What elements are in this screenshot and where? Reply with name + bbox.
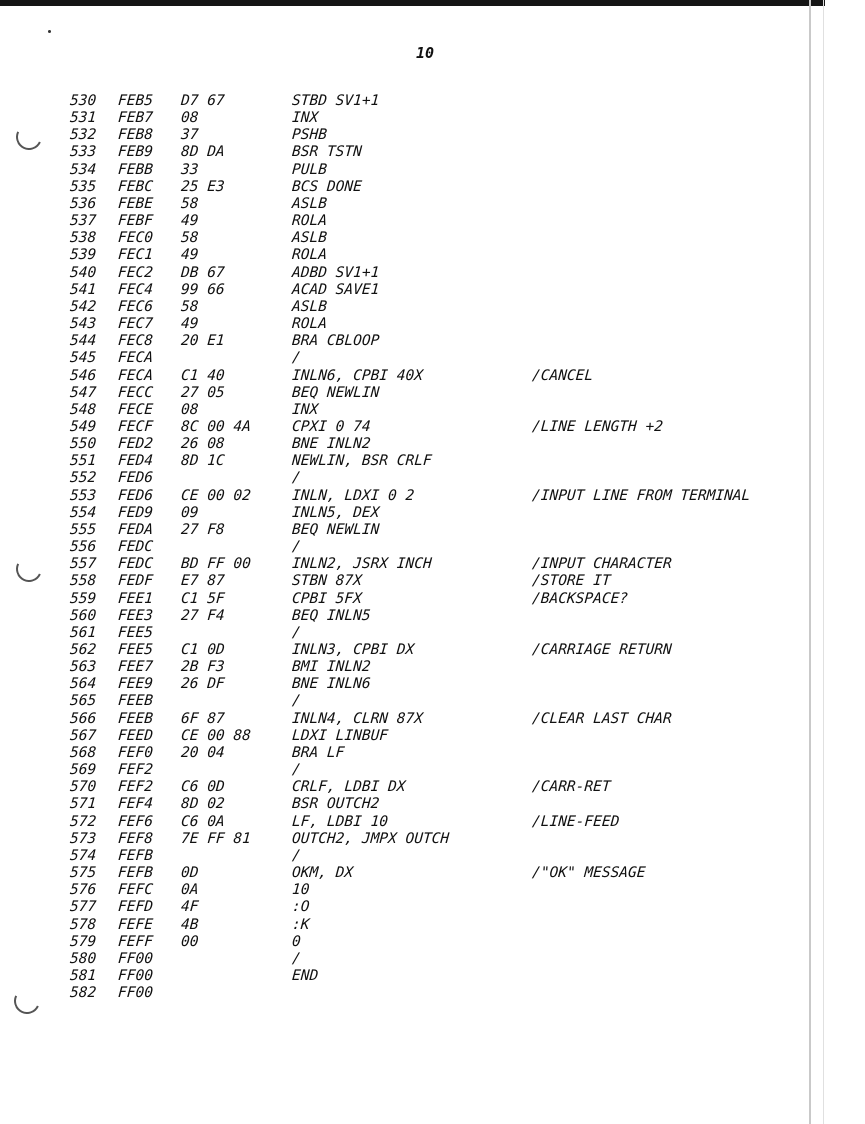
source-statement: 10: [291, 882, 311, 899]
source-statement: ROLA: [291, 316, 328, 333]
source-statement: PSHB: [291, 127, 328, 144]
listing-row: [0, 728, 865, 745]
line-number: 581: [69, 967, 97, 984]
line-number: 545: [69, 350, 97, 367]
source-statement: :K: [291, 916, 311, 933]
listing-row: [0, 985, 865, 1002]
source-statement: BMI INLN2: [291, 659, 372, 676]
listing-row: [0, 282, 865, 299]
address: FEE9: [117, 676, 154, 693]
source-statement: ASLB: [291, 195, 328, 212]
source-statement: INLN3, CPBI DX: [291, 642, 415, 658]
source-statement: ASLB: [291, 230, 328, 247]
source-statement: CPXI 0 74: [291, 418, 372, 435]
line-number: 571: [69, 796, 97, 813]
line-number: 564: [69, 676, 97, 693]
source-statement: INLN6, CPBI 40X: [291, 367, 424, 384]
listing-row: [0, 934, 865, 951]
source-statement: BRA CBLOOP: [291, 333, 380, 350]
line-number: 579: [69, 933, 97, 950]
address: FED9: [117, 504, 154, 521]
source-statement: :O: [291, 899, 311, 916]
comment: /CARRIAGE RETURN: [531, 642, 673, 658]
object-code: 08: [180, 110, 200, 127]
address: FEDA: [117, 521, 154, 538]
source-statement: BRA LF: [291, 744, 345, 761]
line-number: 534: [69, 161, 97, 178]
address: FEC7: [117, 316, 154, 333]
source-statement: NEWLIN, BSR CRLF: [291, 453, 433, 470]
listing-row: [0, 230, 865, 247]
listing-row: [0, 539, 865, 556]
address: FED4: [117, 453, 154, 470]
line-number: 540: [69, 264, 97, 281]
source-statement: BNE INLN6: [291, 676, 372, 693]
line-number: 573: [69, 830, 97, 847]
address: FEDC: [117, 556, 154, 573]
address: FEC1: [117, 247, 154, 264]
listing-row: [0, 127, 865, 144]
source-statement: /: [291, 693, 302, 710]
source-statement: /: [291, 470, 302, 487]
object-code: 8D 02: [180, 796, 226, 813]
object-code: BD FF 00: [180, 556, 252, 573]
object-code: 27 F8: [180, 521, 226, 538]
source-statement: ROLA: [291, 247, 328, 264]
listing-row: [0, 213, 865, 230]
object-code: DB 67: [180, 264, 226, 281]
address: FED6: [117, 470, 154, 487]
source-statement: /: [291, 847, 302, 864]
address: FEFF: [117, 933, 154, 950]
listing-row: [0, 762, 865, 779]
line-number: 547: [69, 384, 97, 401]
address: FEF2: [117, 779, 154, 796]
listing-row: [0, 608, 865, 625]
address: FEFC: [117, 882, 154, 899]
line-number: 562: [69, 642, 97, 658]
comment: /CARR-RET: [531, 779, 612, 796]
object-code: 49: [180, 316, 200, 333]
line-number: 553: [69, 487, 97, 504]
object-code: 58: [180, 195, 200, 212]
scan-speck: [48, 30, 51, 33]
line-number: 546: [69, 367, 97, 384]
line-number: 550: [69, 436, 97, 453]
listing-row: [0, 573, 865, 590]
source-statement: CRLF, LDBI DX: [291, 779, 407, 796]
object-code: C1 5F: [180, 590, 226, 607]
listing-row: [0, 865, 865, 882]
listing-row: [0, 419, 865, 436]
address: FEE5: [117, 642, 154, 658]
object-code: C1 0D: [180, 642, 226, 658]
address: FEF6: [117, 813, 154, 830]
line-number: 561: [69, 624, 97, 641]
line-number: 559: [69, 590, 97, 607]
source-statement: ROLA: [291, 213, 328, 230]
source-statement: BNE INLN2: [291, 436, 372, 453]
object-code: 8C 00 4A: [180, 418, 252, 435]
line-number: 557: [69, 556, 97, 573]
address: FEE3: [117, 607, 154, 624]
line-number: 576: [69, 882, 97, 899]
source-statement: BEQ NEWLIN: [291, 384, 380, 401]
line-number: 554: [69, 504, 97, 521]
line-number: 567: [69, 727, 97, 744]
address: FEEB: [117, 710, 154, 727]
object-code: 99 66: [180, 281, 226, 298]
source-statement: BEQ NEWLIN: [291, 521, 380, 538]
line-number: 542: [69, 298, 97, 315]
address: FEF2: [117, 762, 154, 779]
object-code: 27 05: [180, 384, 226, 401]
address: FECC: [117, 384, 154, 401]
object-code: 09: [180, 504, 200, 521]
source-statement: BEQ INLN5: [291, 607, 372, 624]
source-statement: ADBD SV1+1: [291, 264, 380, 281]
object-code: CE 00 02: [180, 487, 252, 504]
line-number: 574: [69, 847, 97, 864]
line-number: 537: [69, 213, 97, 230]
source-statement: STBN 87X: [291, 573, 363, 590]
address: FF00: [117, 985, 154, 1002]
object-code: 37: [180, 127, 200, 144]
object-code: D7 67: [180, 93, 226, 109]
comment: /INPUT CHARACTER: [531, 556, 673, 573]
address: FEBB: [117, 161, 154, 178]
object-code: CE 00 88: [180, 727, 252, 744]
source-statement: INLN2, JSRX INCH: [291, 556, 433, 573]
line-number: 575: [69, 865, 97, 882]
line-number: 570: [69, 779, 97, 796]
line-number: 549: [69, 418, 97, 435]
listing-row: [0, 144, 865, 161]
source-statement: END: [291, 967, 319, 984]
page-number: 10: [416, 44, 435, 62]
listing-row: [0, 711, 865, 728]
object-code: 08: [180, 401, 200, 418]
object-code: 27 F4: [180, 607, 226, 624]
listing-row: [0, 470, 865, 487]
address: FEFB: [117, 847, 154, 864]
address: FEC6: [117, 298, 154, 315]
address: FEC0: [117, 230, 154, 247]
listing-row: [0, 505, 865, 522]
listing-row: [0, 814, 865, 831]
address: FEB8: [117, 127, 154, 144]
line-number: 572: [69, 813, 97, 830]
listing-row: [0, 453, 865, 470]
listing-row: [0, 436, 865, 453]
line-number: 580: [69, 950, 97, 967]
comment: /INPUT LINE FROM TERMINAL: [531, 487, 751, 504]
listing-row: [0, 265, 865, 282]
source-statement: INLN4, CLRN 87X: [291, 710, 424, 727]
line-number: 532: [69, 127, 97, 144]
listing-row: [0, 899, 865, 916]
object-code: 20 E1: [180, 333, 226, 350]
address: FEB9: [117, 144, 154, 161]
object-code: 8D 1C: [180, 453, 226, 470]
listing-row: [0, 368, 865, 385]
listing-row: [0, 659, 865, 676]
line-number: 569: [69, 762, 97, 779]
line-number: 582: [69, 985, 97, 1002]
address: FEE5: [117, 624, 154, 641]
object-code: 58: [180, 230, 200, 247]
line-number: 568: [69, 744, 97, 761]
comment: /BACKSPACE?: [531, 590, 629, 607]
listing-row: [0, 350, 865, 367]
address: FECE: [117, 401, 154, 418]
address: FEE1: [117, 590, 154, 607]
object-code: 33: [180, 161, 200, 178]
address: FEBE: [117, 195, 154, 212]
line-number: 578: [69, 916, 97, 933]
address: FEEB: [117, 693, 154, 710]
line-number: 544: [69, 333, 97, 350]
line-number: 555: [69, 521, 97, 538]
line-number: 563: [69, 659, 97, 676]
listing-row: [0, 779, 865, 796]
object-code: 49: [180, 247, 200, 264]
listing-row: [0, 488, 865, 505]
address: FEDC: [117, 539, 154, 556]
line-number: 556: [69, 539, 97, 556]
line-number: 539: [69, 247, 97, 264]
line-number: 541: [69, 281, 97, 298]
address: FEFE: [117, 916, 154, 933]
object-code: 26 08: [180, 436, 226, 453]
source-statement: CPBI 5FX: [291, 590, 363, 607]
object-code: C6 0D: [180, 779, 226, 796]
address: FEE7: [117, 659, 154, 676]
listing-row: [0, 556, 865, 573]
comment: /LINE LENGTH +2: [531, 418, 664, 435]
comment: /STORE IT: [531, 573, 612, 590]
listing-row: [0, 333, 865, 350]
listing-row: [0, 196, 865, 213]
address: FECA: [117, 367, 154, 384]
source-statement: ACAD SAVE1: [291, 281, 380, 298]
line-number: 558: [69, 573, 97, 590]
assembly-listing: [0, 93, 865, 1002]
listing-row: [0, 402, 865, 419]
address: FF00: [117, 967, 154, 984]
line-number: 577: [69, 899, 97, 916]
object-code: 25 E3: [180, 178, 226, 195]
source-statement: PULB: [291, 161, 328, 178]
address: FEFB: [117, 865, 154, 882]
source-statement: INX: [291, 401, 319, 418]
object-code: 20 04: [180, 744, 226, 761]
comment: /"OK" MESSAGE: [531, 865, 647, 882]
address: FEFD: [117, 899, 154, 916]
address: FEC8: [117, 333, 154, 350]
listing-row: [0, 642, 865, 659]
comment: /CLEAR LAST CHAR: [531, 710, 673, 727]
address: FEBC: [117, 178, 154, 195]
source-statement: STBD SV1+1: [291, 93, 380, 109]
source-statement: OUTCH2, JMPX OUTCH: [291, 830, 450, 847]
listing-row: [0, 917, 865, 934]
address: FEED: [117, 727, 154, 744]
comment: /LINE-FEED: [531, 813, 620, 830]
listing-row: [0, 745, 865, 762]
source-statement: BSR OUTCH2: [291, 796, 380, 813]
line-number: 531: [69, 110, 97, 127]
address: FEB5: [117, 93, 154, 109]
line-number: 560: [69, 607, 97, 624]
object-code: 00: [180, 933, 200, 950]
listing-row: [0, 162, 865, 179]
line-number: 538: [69, 230, 97, 247]
line-number: 548: [69, 401, 97, 418]
line-number: 530: [69, 93, 97, 109]
object-code: 0A: [180, 882, 200, 899]
address: FEC2: [117, 264, 154, 281]
source-statement: 0: [291, 933, 302, 950]
listing-row: [0, 247, 865, 264]
source-statement: LDXI LINBUF: [291, 727, 389, 744]
object-code: 0D: [180, 865, 200, 882]
listing-row: [0, 676, 865, 693]
address: FEDF: [117, 573, 154, 590]
address: FEF4: [117, 796, 154, 813]
listing-row: [0, 110, 865, 127]
listing-row: [0, 179, 865, 196]
line-number: 536: [69, 195, 97, 212]
line-number: 552: [69, 470, 97, 487]
source-statement: /: [291, 762, 302, 779]
object-code: 58: [180, 298, 200, 315]
source-statement: /: [291, 539, 302, 556]
object-code: 2B F3: [180, 659, 226, 676]
listing-row: [0, 93, 865, 110]
address: FECF: [117, 418, 154, 435]
object-code: 8D DA: [180, 144, 226, 161]
object-code: 26 DF: [180, 676, 226, 693]
listing-row: [0, 385, 865, 402]
object-code: C1 40: [180, 367, 226, 384]
source-statement: INLN, LDXI 0 2: [291, 487, 415, 504]
address: FEB7: [117, 110, 154, 127]
address: FEF8: [117, 830, 154, 847]
address: FEC4: [117, 281, 154, 298]
listing-row: [0, 522, 865, 539]
object-code: C6 0A: [180, 813, 226, 830]
listing-row: [0, 951, 865, 968]
object-code: 7E FF 81: [180, 830, 252, 847]
source-statement: /: [291, 350, 302, 367]
source-statement: LF, LDBI 10: [291, 813, 389, 830]
line-number: 535: [69, 178, 97, 195]
object-code: E7 87: [180, 573, 226, 590]
listing-row: [0, 625, 865, 642]
line-number: 543: [69, 316, 97, 333]
source-statement: /: [291, 624, 302, 641]
object-code: 4B: [180, 916, 200, 933]
source-statement: BSR TSTN: [291, 144, 363, 161]
line-number: 565: [69, 693, 97, 710]
line-number: 533: [69, 144, 97, 161]
listing-row: [0, 796, 865, 813]
object-code: 6F 87: [180, 710, 226, 727]
source-statement: ASLB: [291, 298, 328, 315]
source-statement: INLN5, DEX: [291, 504, 380, 521]
comment: /CANCEL: [531, 367, 594, 384]
listing-row: [0, 848, 865, 865]
listing-row: [0, 693, 865, 710]
address: FEF0: [117, 744, 154, 761]
top-border-rule: [0, 0, 825, 6]
object-code: 49: [180, 213, 200, 230]
line-number: 551: [69, 453, 97, 470]
object-code: 4F: [180, 899, 200, 916]
listing-row: [0, 831, 865, 848]
source-statement: OKM, DX: [291, 865, 354, 882]
address: FED6: [117, 487, 154, 504]
listing-row: [0, 299, 865, 316]
listing-row: [0, 968, 865, 985]
source-statement: BCS DONE: [291, 178, 363, 195]
source-statement: /: [291, 950, 302, 967]
source-statement: INX: [291, 110, 319, 127]
address: FED2: [117, 436, 154, 453]
listing-row: [0, 882, 865, 899]
address: FECA: [117, 350, 154, 367]
listing-row: [0, 316, 865, 333]
listing-row: [0, 591, 865, 608]
address: FF00: [117, 950, 154, 967]
address: FEBF: [117, 213, 154, 230]
line-number: 566: [69, 710, 97, 727]
